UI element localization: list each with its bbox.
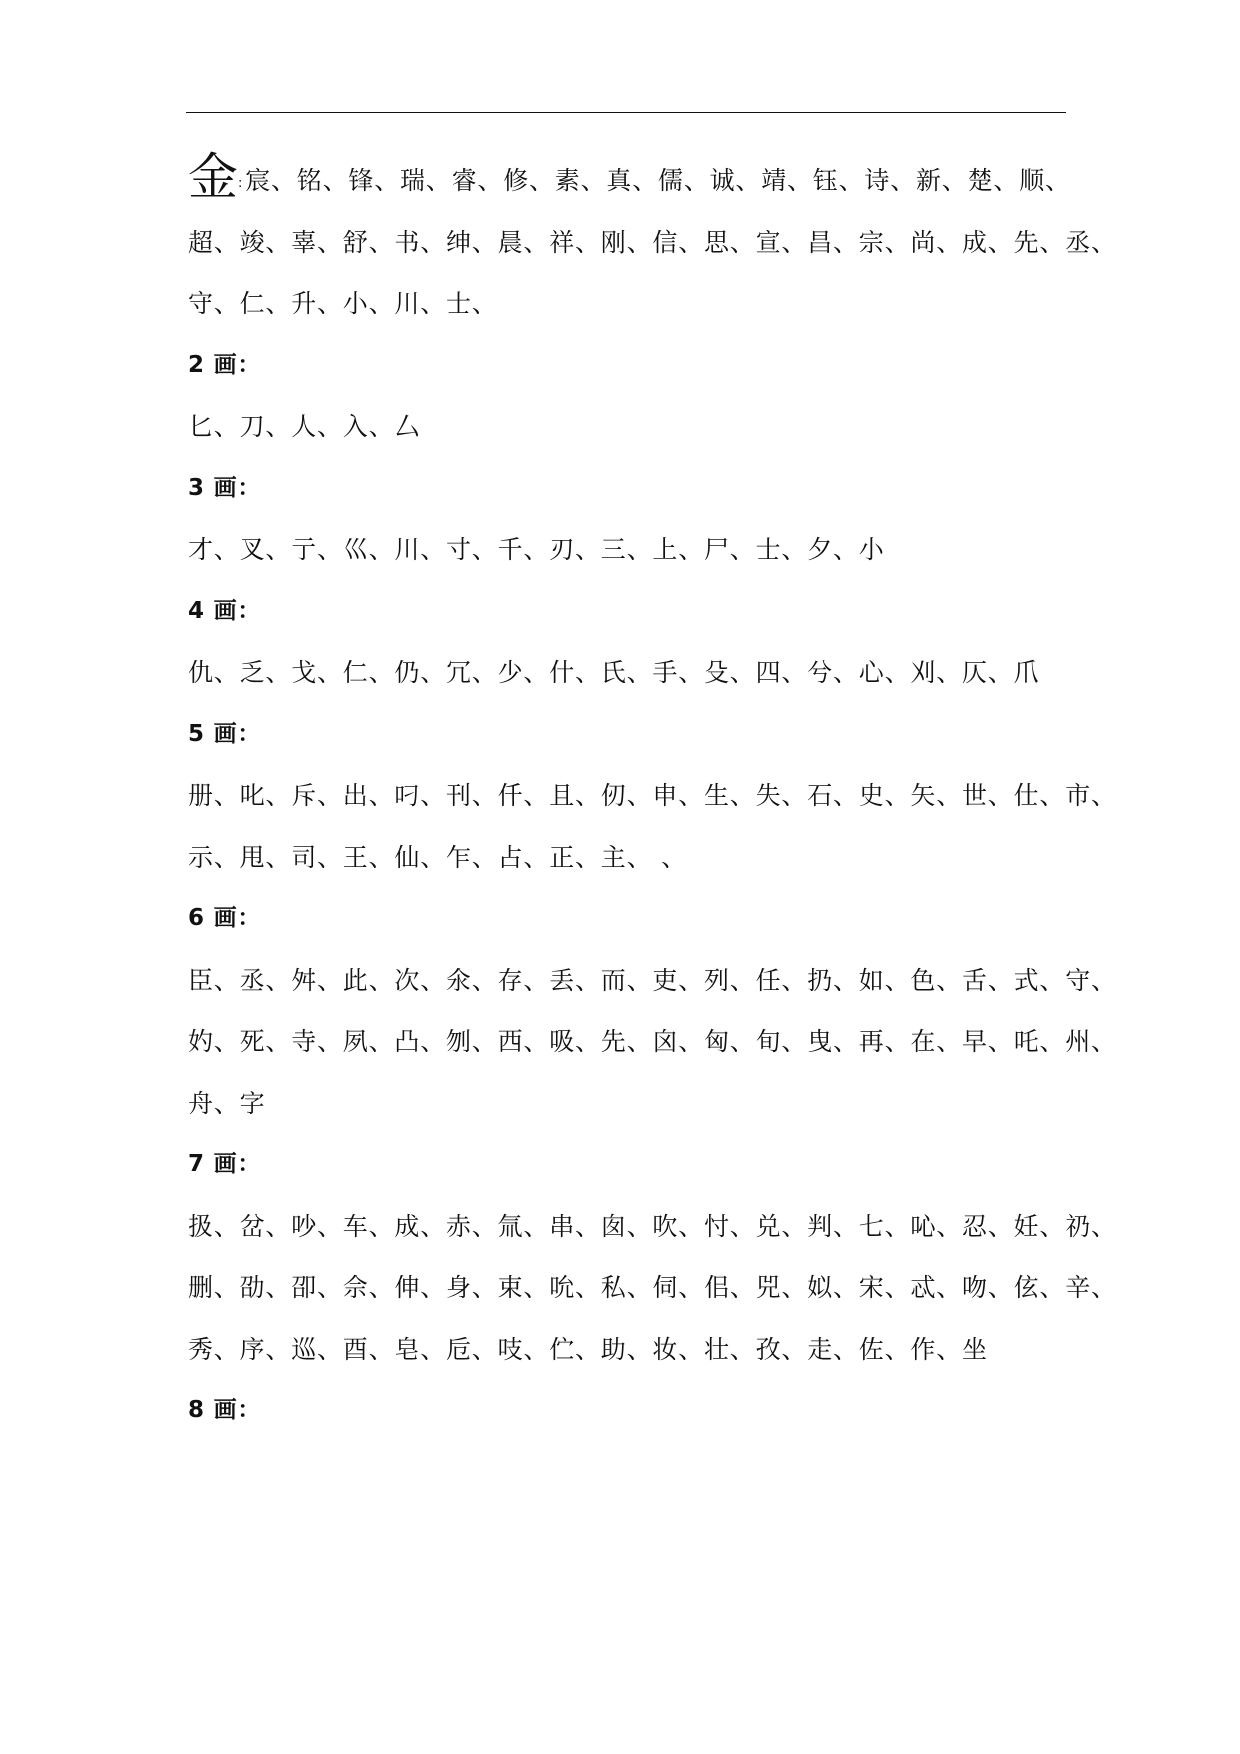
chars-line: 才、叉、亍、巛、川、寸、千、刃、三、上、尸、士、夕、小 xyxy=(188,535,885,564)
chars-line: 示、甩、司、王、仙、乍、占、正、主、 、 xyxy=(188,842,687,872)
element-chars-line: 守、仁、升、小、川、士、 xyxy=(188,289,498,318)
chars-line: 臣、丞、舛、此、次、氽、存、丢、而、吏、列、任、扔、如、色、舌、式、守、 xyxy=(188,965,1117,995)
chars-line: 秀、序、巡、酉、皂、卮、吱、伫、助、妆、壮、孜、走、佐、作、坐 xyxy=(188,1334,988,1364)
element-chars-line: 超、竣、辜、舒、书、绅、晨、祥、刚、信、思、宣、昌、宗、尚、成、先、丞、 xyxy=(188,227,1117,257)
stroke-heading: 3 画： xyxy=(188,474,262,501)
top-rule xyxy=(186,112,1066,113)
document-body xyxy=(188,148,1117,1442)
chars-line: 妁、死、寺、夙、凸、刎、西、吸、先、囟、匈、旬、曳、再、在、早、吒、州、 xyxy=(188,1027,1117,1056)
stroke-heading: 6 画： xyxy=(188,905,262,931)
chars-line: 匕、刀、人、入、厶 xyxy=(188,412,421,441)
chars-line: 册、叱、斥、出、叼、刊、仟、且、仞、申、生、失、石、史、矢、世、仕、市、 xyxy=(188,781,1117,810)
chars-line: 扱、岔、吵、车、成、赤、氚、串、囱、吹、忖、兑、判、七、吣、忍、妊、礽、 xyxy=(188,1211,1117,1241)
chars-line: 删、劭、卲、佘、伸、身、束、吮、私、伺、佀、兕、姒、宋、忒、吻、伭、辛、 xyxy=(188,1273,1117,1302)
stroke-heading: 7 画： xyxy=(188,1151,262,1177)
element-chars-line: 宸、铭、锋、瑞、睿、修、素、真、儒、诚、靖、钰、诗、新、楚、顺、 xyxy=(245,166,1071,195)
stroke-heading: 2 画： xyxy=(188,351,262,378)
stroke-heading: 5 画： xyxy=(188,720,262,747)
stroke-heading: 8 画： xyxy=(188,1397,262,1423)
chars-line: 仇、乏、戈、仁、仍、冗、少、什、氏、手、殳、四、兮、心、刈、仄、爪 xyxy=(188,658,1040,687)
element-character: 金 xyxy=(188,148,238,206)
stroke-heading: 4 画： xyxy=(188,597,262,624)
element-colon: : xyxy=(238,176,244,191)
element-line-1 xyxy=(188,148,1071,212)
chars-line: 舟、字 xyxy=(188,1088,266,1118)
